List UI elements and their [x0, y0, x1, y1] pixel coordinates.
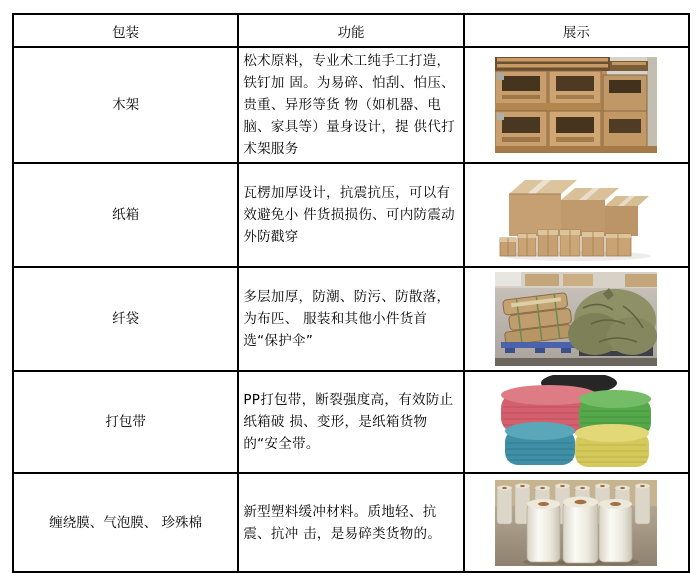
- function-desc-text: 瓦楞加厚设计，抗震抗压，可以有效避免小 件货损损伤、可内防震动外防戳穿: [243, 185, 455, 245]
- function-desc-cell: [238, 473, 463, 572]
- function-desc-text: PP打包带，断裂强度高，有效防止纸箱破 损、变形，是纸箱货物的“安全带。: [243, 392, 454, 452]
- photo-cell: [464, 473, 689, 572]
- package-type-label: 缠绕膜、气泡膜、 珍殊棉: [49, 514, 203, 531]
- package-type-cell: [13, 371, 238, 473]
- package-type-label: 纤袋: [112, 311, 140, 327]
- function-desc-cell: [238, 47, 463, 163]
- function-desc-cell: [238, 163, 463, 267]
- table-row: [13, 47, 689, 163]
- photo-cell: [464, 371, 689, 473]
- woven-bags-photo: [495, 272, 657, 366]
- function-desc-cell: [238, 267, 463, 371]
- header-display: 展示: [464, 14, 689, 47]
- package-type-cell: [13, 473, 238, 572]
- package-type-label: 打包带: [105, 414, 146, 430]
- stretch-film-rolls-photo: [495, 480, 657, 566]
- function-desc-cell: [238, 371, 463, 473]
- photo-cell: [464, 47, 689, 163]
- packaging-table: [12, 13, 690, 573]
- photo-cell: [464, 267, 689, 371]
- table-row: [13, 163, 689, 267]
- package-type-label: 木架: [112, 97, 140, 113]
- function-desc-text: 松术原料，专业术工纯手工打造，铁钉加 固。为易碎、怕刮、怕压、贵重、异形等货 物（如机器、电脑、家具等）量身设计，提 供代打术架服务: [243, 53, 455, 157]
- table-row: [13, 473, 689, 572]
- table-header-row: [13, 14, 689, 47]
- cardboard-boxes-photo: [495, 168, 657, 262]
- package-type-label: 纸箱: [112, 207, 140, 223]
- photo-cell: [464, 163, 689, 267]
- wooden-crates-photo: [495, 57, 657, 153]
- package-type-cell: [13, 47, 238, 163]
- header-package: 包装: [13, 14, 238, 47]
- function-desc-text: 新型塑料缓冲材料。质地轻、抗震、抗冲 击，是易碎类货物的。: [243, 503, 442, 542]
- table-row: [13, 267, 689, 371]
- package-type-cell: [13, 163, 238, 267]
- function-desc-text: 多层加厚，防潮、防污、防散落，为布匹、 服装和其他小件货首选“保护伞”: [243, 289, 451, 349]
- table-row: [13, 371, 689, 473]
- strapping-coils-photo: [495, 375, 657, 469]
- header-function: 功能: [238, 14, 463, 47]
- package-type-cell: [13, 267, 238, 371]
